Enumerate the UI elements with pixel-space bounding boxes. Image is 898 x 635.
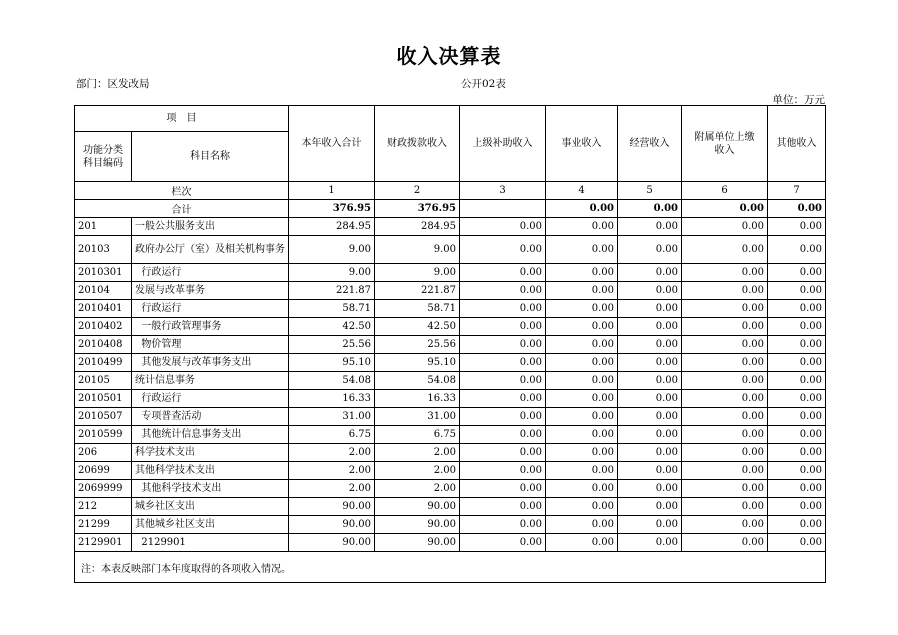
subject-code: 2010507 — [75, 408, 132, 426]
amount-cell: 90.00 — [375, 516, 460, 534]
amount-cell: 90.00 — [375, 498, 460, 516]
table-row — [75, 300, 826, 318]
header-affiliate: 附属单位上缴收入 — [682, 106, 768, 182]
subject-code: 2010301 — [75, 264, 132, 282]
amount-cell: 0.00 — [460, 426, 546, 444]
amount-cell: 0.00 — [618, 408, 682, 426]
amount-cell: 0.00 — [682, 462, 768, 480]
subject-code: 20103 — [75, 236, 132, 264]
amount-cell: 0.00 — [618, 516, 682, 534]
amount-cell: 0.00 — [460, 264, 546, 282]
table-row — [75, 372, 826, 390]
amount-cell: 0.00 — [682, 426, 768, 444]
amount-cell: 0.00 — [768, 498, 826, 516]
amount-cell: 31.00 — [289, 408, 375, 426]
amount-cell: 0.00 — [546, 498, 618, 516]
amount-cell: 90.00 — [289, 534, 375, 552]
amount-cell: 0.00 — [460, 372, 546, 390]
amount-cell: 0.00 — [460, 354, 546, 372]
subject-name: 专项普查活动 — [132, 408, 289, 426]
amount-cell: 0.00 — [546, 444, 618, 462]
amount-cell: 0.00 — [618, 354, 682, 372]
subject-name: 其他科学技术支出 — [132, 480, 289, 498]
amount-cell: 0.00 — [460, 218, 546, 236]
amount-cell: 0.00 — [460, 462, 546, 480]
table-row — [75, 498, 826, 516]
total-value — [460, 200, 546, 218]
amount-cell: 9.00 — [375, 236, 460, 264]
amount-cell: 0.00 — [768, 444, 826, 462]
amount-cell: 0.00 — [618, 336, 682, 354]
amount-cell: 0.00 — [682, 318, 768, 336]
amount-cell: 0.00 — [768, 282, 826, 300]
page-title: 收入决算表 — [396, 44, 502, 68]
amount-cell: 0.00 — [618, 462, 682, 480]
amount-cell: 2.00 — [375, 444, 460, 462]
amount-cell: 0.00 — [618, 218, 682, 236]
amount-cell: 284.95 — [375, 218, 460, 236]
amount-cell: 90.00 — [375, 534, 460, 552]
amount-cell: 0.00 — [682, 372, 768, 390]
amount-cell: 0.00 — [768, 480, 826, 498]
total-value: 376.95 — [375, 200, 460, 218]
amount-cell: 0.00 — [682, 354, 768, 372]
subject-name: 发展与改革事务 — [132, 282, 289, 300]
subject-name: 其他发展与改革事务支出 — [132, 354, 289, 372]
amount-cell: 0.00 — [618, 498, 682, 516]
table-row — [75, 516, 826, 534]
table-row — [75, 480, 826, 498]
column-number: 7 — [768, 182, 826, 200]
header-fiscal: 财政拨款收入 — [375, 106, 460, 182]
amount-cell: 0.00 — [682, 408, 768, 426]
amount-cell: 0.00 — [682, 264, 768, 282]
amount-cell: 2.00 — [289, 480, 375, 498]
subject-name: 行政运行 — [132, 300, 289, 318]
amount-cell: 0.00 — [618, 534, 682, 552]
amount-cell: 9.00 — [375, 264, 460, 282]
subject-name: 其他城乡社区支出 — [132, 516, 289, 534]
amount-cell: 0.00 — [460, 480, 546, 498]
table-row — [75, 534, 826, 552]
amount-cell: 0.00 — [460, 336, 546, 354]
column-number: 5 — [618, 182, 682, 200]
subject-code: 20104 — [75, 282, 132, 300]
subject-code: 2010401 — [75, 300, 132, 318]
header-total-income: 本年收入合计 — [289, 106, 375, 182]
amount-cell: 16.33 — [289, 390, 375, 408]
amount-cell: 9.00 — [289, 236, 375, 264]
amount-cell: 0.00 — [768, 318, 826, 336]
amount-cell: 0.00 — [682, 218, 768, 236]
amount-cell: 58.71 — [289, 300, 375, 318]
total-value: 0.00 — [768, 200, 826, 218]
amount-cell: 221.87 — [289, 282, 375, 300]
table-row — [75, 236, 826, 264]
subject-code: 2069999 — [75, 480, 132, 498]
amount-cell: 0.00 — [618, 444, 682, 462]
subject-code: 2010499 — [75, 354, 132, 372]
subject-code: 212 — [75, 498, 132, 516]
amount-cell: 42.50 — [375, 318, 460, 336]
subject-code: 2010408 — [75, 336, 132, 354]
total-value: 0.00 — [618, 200, 682, 218]
amount-cell: 0.00 — [768, 372, 826, 390]
amount-cell: 90.00 — [289, 498, 375, 516]
amount-cell: 58.71 — [375, 300, 460, 318]
amount-cell: 0.00 — [618, 236, 682, 264]
table-row — [75, 336, 826, 354]
subject-name: 其他科学技术支出 — [132, 462, 289, 480]
amount-cell: 0.00 — [460, 408, 546, 426]
amount-cell: 0.00 — [768, 354, 826, 372]
header-superior: 上级补助收入 — [460, 106, 546, 182]
subject-name: 其他统计信息事务支出 — [132, 426, 289, 444]
total-label: 合计 — [75, 200, 289, 218]
amount-cell: 0.00 — [546, 218, 618, 236]
amount-cell: 0.00 — [546, 264, 618, 282]
header-subject-name: 科目名称 — [132, 132, 289, 182]
amount-cell: 0.00 — [768, 264, 826, 282]
amount-cell: 9.00 — [289, 264, 375, 282]
amount-cell: 0.00 — [682, 236, 768, 264]
amount-cell: 0.00 — [682, 390, 768, 408]
amount-cell: 0.00 — [768, 300, 826, 318]
amount-cell: 0.00 — [618, 426, 682, 444]
total-value: 0.00 — [682, 200, 768, 218]
subject-name: 行政运行 — [132, 264, 289, 282]
subject-name: 城乡社区支出 — [132, 498, 289, 516]
total-value: 0.00 — [546, 200, 618, 218]
amount-cell: 0.00 — [460, 300, 546, 318]
amount-cell: 42.50 — [289, 318, 375, 336]
header-other: 其他收入 — [768, 106, 826, 182]
subject-name: 一般公共服务支出 — [132, 218, 289, 236]
amount-cell: 221.87 — [375, 282, 460, 300]
subject-name: 科学技术支出 — [132, 444, 289, 462]
subject-code: 201 — [75, 218, 132, 236]
amount-cell: 16.33 — [375, 390, 460, 408]
amount-cell: 0.00 — [546, 408, 618, 426]
amount-cell: 0.00 — [546, 300, 618, 318]
unit-label: 单位：万元 — [772, 94, 825, 106]
amount-cell: 0.00 — [618, 264, 682, 282]
amount-cell: 0.00 — [682, 282, 768, 300]
amount-cell: 0.00 — [460, 498, 546, 516]
table-row — [75, 264, 826, 282]
amount-cell: 31.00 — [375, 408, 460, 426]
amount-cell: 2.00 — [375, 462, 460, 480]
subject-name: 统计信息事务 — [132, 372, 289, 390]
amount-cell: 0.00 — [618, 282, 682, 300]
amount-cell: 0.00 — [682, 516, 768, 534]
amount-cell: 0.00 — [460, 534, 546, 552]
amount-cell: 0.00 — [546, 354, 618, 372]
subject-code: 20699 — [75, 462, 132, 480]
amount-cell: 0.00 — [768, 390, 826, 408]
amount-cell: 0.00 — [546, 372, 618, 390]
amount-cell: 0.00 — [768, 534, 826, 552]
amount-cell: 2.00 — [375, 480, 460, 498]
subject-code: 21299 — [75, 516, 132, 534]
amount-cell: 0.00 — [618, 318, 682, 336]
table-row — [75, 426, 826, 444]
subject-name: 2129901 — [132, 534, 289, 552]
amount-cell: 0.00 — [768, 516, 826, 534]
amount-cell: 6.75 — [375, 426, 460, 444]
table-row — [75, 318, 826, 336]
amount-cell: 0.00 — [618, 372, 682, 390]
income-final-accounts-table — [74, 105, 826, 583]
amount-cell: 0.00 — [546, 462, 618, 480]
amount-cell: 95.10 — [375, 354, 460, 372]
amount-cell: 0.00 — [768, 408, 826, 426]
column-number: 1 — [289, 182, 375, 200]
department-label: 部门：区发改局 — [76, 78, 150, 90]
subject-name: 一般行政管理事务 — [132, 318, 289, 336]
column-number: 3 — [460, 182, 546, 200]
amount-cell: 54.08 — [375, 372, 460, 390]
amount-cell: 0.00 — [546, 318, 618, 336]
amount-cell: 0.00 — [682, 480, 768, 498]
subject-name: 政府办公厅（室）及相关机构事务 — [132, 236, 289, 264]
amount-cell: 0.00 — [460, 516, 546, 534]
table-row — [75, 354, 826, 372]
amount-cell: 95.10 — [289, 354, 375, 372]
amount-cell: 6.75 — [289, 426, 375, 444]
amount-cell: 0.00 — [768, 236, 826, 264]
amount-cell: 0.00 — [618, 390, 682, 408]
amount-cell: 25.56 — [375, 336, 460, 354]
table-row — [75, 408, 826, 426]
amount-cell: 0.00 — [682, 534, 768, 552]
table-code-label: 公开02表 — [461, 78, 506, 90]
total-value: 376.95 — [289, 200, 375, 218]
header-func-code: 功能分类科目编码 — [75, 132, 132, 182]
subject-code: 206 — [75, 444, 132, 462]
subject-code: 2010402 — [75, 318, 132, 336]
amount-cell: 0.00 — [546, 390, 618, 408]
header-item: 项 目 — [75, 106, 289, 132]
amount-cell: 0.00 — [682, 300, 768, 318]
amount-cell: 0.00 — [460, 236, 546, 264]
amount-cell: 284.95 — [289, 218, 375, 236]
amount-cell: 0.00 — [546, 534, 618, 552]
subject-name: 行政运行 — [132, 390, 289, 408]
amount-cell: 0.00 — [460, 444, 546, 462]
subject-code: 20105 — [75, 372, 132, 390]
amount-cell: 0.00 — [460, 318, 546, 336]
amount-cell: 0.00 — [682, 444, 768, 462]
amount-cell: 2.00 — [289, 462, 375, 480]
amount-cell: 2.00 — [289, 444, 375, 462]
subject-code: 2129901 — [75, 534, 132, 552]
table-row — [75, 444, 826, 462]
amount-cell: 0.00 — [768, 336, 826, 354]
amount-cell: 0.00 — [546, 426, 618, 444]
amount-cell: 25.56 — [289, 336, 375, 354]
header-operating: 经营收入 — [618, 106, 682, 182]
amount-cell: 0.00 — [460, 282, 546, 300]
column-number: 2 — [375, 182, 460, 200]
amount-cell: 0.00 — [460, 390, 546, 408]
subject-code: 2010599 — [75, 426, 132, 444]
note-row — [75, 552, 826, 583]
column-number: 4 — [546, 182, 618, 200]
header-business: 事业收入 — [546, 106, 618, 182]
table-row — [75, 390, 826, 408]
amount-cell: 0.00 — [682, 336, 768, 354]
amount-cell: 0.00 — [546, 516, 618, 534]
column-number: 6 — [682, 182, 768, 200]
amount-cell: 0.00 — [618, 480, 682, 498]
amount-cell: 90.00 — [289, 516, 375, 534]
amount-cell: 0.00 — [546, 480, 618, 498]
amount-cell: 54.08 — [289, 372, 375, 390]
amount-cell: 0.00 — [768, 426, 826, 444]
column-number-label: 栏次 — [75, 182, 289, 200]
amount-cell: 0.00 — [546, 336, 618, 354]
subject-name: 物价管理 — [132, 336, 289, 354]
table-row — [75, 282, 826, 300]
table-row — [75, 218, 826, 236]
amount-cell: 0.00 — [682, 498, 768, 516]
amount-cell: 0.00 — [768, 462, 826, 480]
table-note: 注：本表反映部门本年度取得的各项收入情况。 — [75, 552, 826, 583]
amount-cell: 0.00 — [546, 282, 618, 300]
amount-cell: 0.00 — [618, 300, 682, 318]
table-row — [75, 462, 826, 480]
amount-cell: 0.00 — [768, 218, 826, 236]
amount-cell: 0.00 — [546, 236, 618, 264]
subject-code: 2010501 — [75, 390, 132, 408]
